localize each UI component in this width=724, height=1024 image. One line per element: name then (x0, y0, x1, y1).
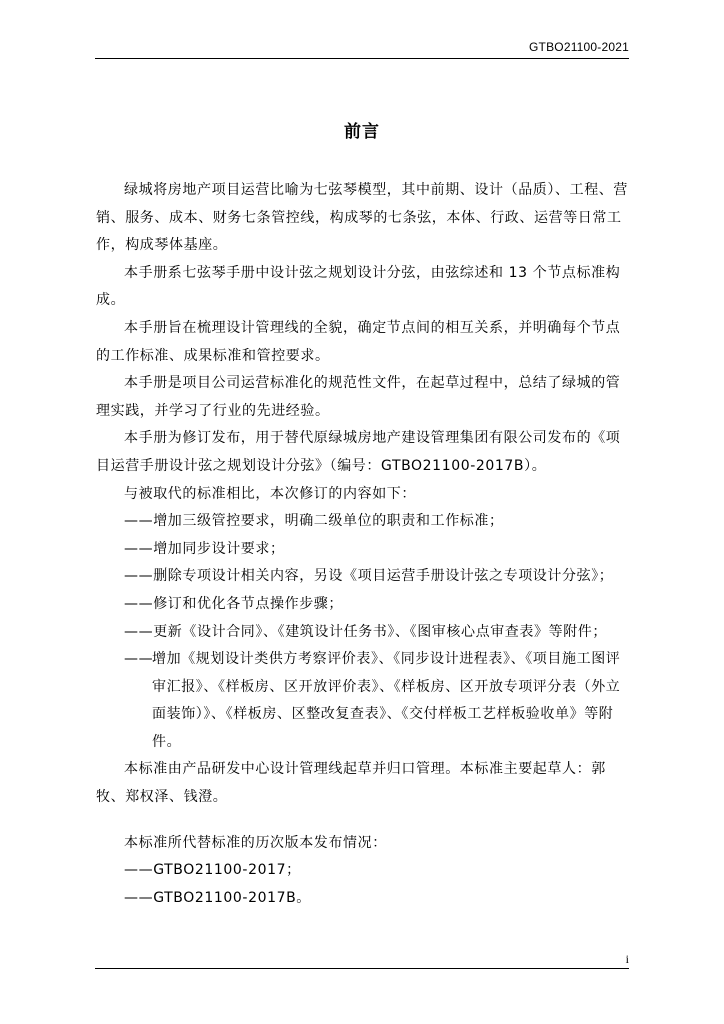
paragraph-purpose: 本手册旨在梳理设计管理线的全貌，确定节点间的相互关系，并明确每个节点的工作标准、成果标准和管控要求。 (96, 319, 621, 364)
paragraph-changes-intro: 与被取代的标准相比，本次修订的内容如下： (124, 485, 416, 502)
change-item: ——增加三级管控要求，明确二级单位的职责和工作标准； (124, 513, 504, 530)
document-code: GTBO21100-2021 (529, 40, 629, 54)
page-number: i (625, 952, 629, 966)
change-item: ——修订和优化各节点操作步骤； (124, 595, 343, 612)
page-title: 前言 (344, 122, 380, 142)
change-item-text: 增加《规划设计类供方考察评价表》、《同步设计进程表》、《项目施工图评审汇报》、《样板房、区开放评价表》、《样板房、区开放专项评分表（外立面装饰）》、《样板房、区整改复查表》、《交付样板工艺样板验收单》等附件。 (152, 651, 621, 750)
change-item: ——删除专项设计相关内容，另设《项目运营手册设计弦之专项设计分弦》； (124, 568, 614, 585)
header-divider (95, 58, 629, 59)
paragraph-history-intro: 本标准所代替标准的历次版本发布情况： (124, 834, 387, 851)
footer-divider (95, 968, 629, 969)
paragraph-composition: 本手册系七弦琴手册中设计弦之规划设计分弦，由弦综述和 13 个节点标准构成。 (96, 264, 621, 309)
change-item-attachments (96, 646, 634, 756)
paragraph-intro: 绿城将房地产项目运营比喻为七弦琴模型，其中前期、设计（品质）、工程、营销、服务、成本、财务七条管控线，构成琴的七条弦，本体、行政、运营等日常工作，构成琴体基座。 (96, 182, 628, 254)
change-item-dash: —— (124, 651, 154, 668)
paragraph-drafting: 本标准由产品研发中心设计管理线起草并归口管理。本标准主要起草人：郭牧、郑权泽、钱澄。 (96, 761, 606, 806)
history-item: ——GTBO21100-2017； (124, 862, 301, 879)
section-spacer (96, 812, 634, 830)
change-item: ——更新《设计合同》、《建筑设计任务书》、《图审核心点审查表》等附件； (124, 623, 607, 640)
paragraph-revision: 本手册为修订发布，用于替代原绿城房地产建设管理集团有限公司发布的《项目运营手册设计弦之规划设计分弦》（编号：GTBO21100-2017B）。 (96, 430, 621, 474)
change-item: ——增加同步设计要求； (124, 540, 285, 557)
history-item: ——GTBO21100-2017B。 (124, 889, 311, 906)
paragraph-nature: 本手册是项目公司运营标准化的规范性文件，在起草过程中，总结了绿城的管理实践，并学习了行业的先进经验。 (96, 375, 621, 419)
document-body (96, 177, 634, 912)
